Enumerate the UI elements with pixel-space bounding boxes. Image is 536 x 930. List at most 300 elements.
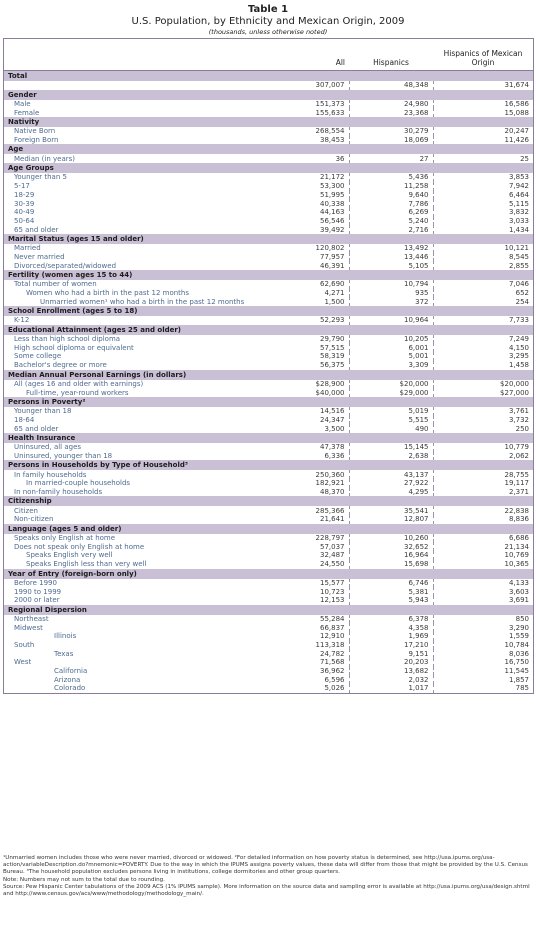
table-row [4,587,533,596]
section-header-row [4,144,533,154]
cell-all: 15,577 [320,578,345,587]
section-header-row [4,524,533,534]
row-label: Married [14,244,41,253]
table-row [4,596,533,605]
cell-mexican: 3,761 [508,407,529,416]
table-row [4,361,533,370]
cell-mexican: 250 [515,424,529,433]
cell-all: 12,153 [320,596,345,605]
row-label: 50-64 [14,216,35,225]
row-label: Younger than 5 [14,173,67,182]
cell-all: 47,378 [320,443,345,452]
footnotes: ¹Unmarried women includes those who were never married, divorced or widowed. ²For detailed information on how poverty status is determined, see http://usa.ipums.org/usa-action/variableDescription.do?mnemonic=POVERTY. Due to the way in which the IPUMS assigns poverty values, these data will differ from those that might be provided by the U.S. Census Bureau. ³The household population excludes persons living in institutions, college dormitories and other group quarters. [3,855,528,876]
header-all: All [254,39,349,71]
cell-hispanics: 1,969 [349,632,433,641]
data-table [4,39,533,693]
cell-all: $28,900 [315,379,345,388]
table-row [4,335,533,344]
table-row [4,199,533,208]
table-row [4,452,533,461]
cell-mexican: 7,249 [508,335,529,344]
cell-hispanics: 13,492 [349,244,433,253]
row-label: Non-citizen [14,515,54,524]
cell-mexican: 3,033 [508,216,529,225]
table-row [4,641,533,650]
row-label: Total number of women [14,280,97,289]
table-row [4,542,533,551]
table-row [4,352,533,361]
table-row [4,579,533,588]
cell-hispanics: 30,279 [349,127,433,136]
cell-hispanics: 935 [349,289,433,298]
cell-all: 38,453 [320,136,345,145]
cell-all: 151,373 [315,100,345,109]
cell-all: 268,554 [315,127,345,136]
cell-hispanics: 6,378 [349,615,433,624]
row-label: Bachelor's degree or more [14,361,107,370]
row-label: 30-39 [14,199,35,208]
row-label: In family households [14,470,87,479]
cell-mexican: 10,784 [504,640,529,649]
table-row [4,416,533,425]
table-row [4,684,533,693]
cell-mexican: 4,150 [508,343,529,352]
cell-mexican: 1,559 [508,632,529,641]
cell-mexican: 3,853 [508,173,529,182]
row-label: Citizen [14,506,38,515]
cell-all: 48,370 [320,488,345,497]
cell-mexican: $27,000 [500,388,529,397]
table-row [4,380,533,389]
cell-hispanics: 43,137 [349,470,433,479]
cell-mexican: 15,088 [504,108,529,117]
cell-hispanics: 27,922 [349,479,433,488]
cell-mexican: 11,545 [504,667,529,676]
cell-all: 52,293 [320,316,345,325]
cell-all: 62,690 [320,280,345,289]
row-label: Speaks English less than very well [26,560,147,569]
cell-hispanics: 27 [349,154,433,163]
row-label: 1990 to 1999 [14,587,62,596]
cell-hispanics: 15,145 [349,443,433,452]
cell-mexican: 1,857 [508,675,529,684]
row-label: Arizona [54,675,81,684]
cell-all: $40,000 [315,388,345,397]
row-label: In non-family households [14,488,103,497]
cell-mexican: 3,732 [508,415,529,424]
section-title: Citizenship [4,496,533,506]
section-title: Gender [4,90,533,100]
cell-hispanics: 5,381 [349,587,433,596]
row-label: Does not speak only English at home [14,542,145,551]
row-label: Northeast [14,614,49,623]
section-title: Fertility (women ages 15 to 44) [4,270,533,280]
section-title: Age [4,144,533,154]
cell-all: 39,492 [320,225,345,234]
cell-hispanics: 13,446 [349,253,433,262]
row-label: Women who had a birth in the past 12 months [26,289,189,298]
section-title: Nativity [4,117,533,127]
header-row [4,39,533,71]
section-header-row [4,270,533,280]
cell-hispanics: 10,964 [349,316,433,325]
table-row [4,649,533,658]
row-label: Colorado [54,684,86,693]
cell-hispanics: 10,794 [349,280,433,289]
row-label: Before 1990 [14,578,57,587]
section-title: Persons in Poverty² [4,397,533,407]
section-title: Educational Attainment (ages 25 and older) [4,325,533,335]
cell-all: 307,007 [315,81,345,90]
cell-all: 120,802 [315,244,345,253]
row-label: All (ages 16 and older with earnings) [14,379,144,388]
rounding-note: Note: Numbers may not sum to the total due to rounding. [3,876,165,883]
cell-hispanics: 5,019 [349,407,433,416]
cell-mexican: 10,779 [504,443,529,452]
title-block [0,0,536,37]
cell-hispanics: 15,698 [349,560,433,569]
table-row [4,388,533,397]
cell-hispanics: 12,807 [349,515,433,524]
row-label: Illinois [54,632,77,641]
cell-hispanics: 9,640 [349,191,433,200]
table-row [4,470,533,479]
table-row [4,81,533,90]
cell-all: 12,910 [320,632,345,641]
cell-all: 24,782 [320,649,345,658]
cell-mexican: 28,755 [504,470,529,479]
table-number: Table 1 [247,4,289,15]
table-row [4,443,533,452]
cell-all: 77,957 [320,252,345,261]
cell-mexican: 19,117 [504,479,529,488]
cell-hispanics: 5,001 [349,352,433,361]
cell-mexican: 8,545 [508,252,529,261]
cell-mexican: 850 [515,614,529,623]
cell-all: 14,516 [320,407,345,416]
cell-all: 66,837 [320,623,345,632]
row-label: Full-time, year-round workers [26,388,129,397]
table-row [4,297,533,306]
cell-mexican: 11,426 [504,136,529,145]
section-title: Total [4,71,533,82]
cell-hispanics: 11,258 [349,182,433,191]
cell-mexican: 4,133 [508,578,529,587]
cell-hispanics: 48,348 [349,81,433,90]
table-row [4,182,533,191]
cell-all: 56,546 [320,216,345,225]
cell-mexican: 8,036 [508,649,529,658]
cell-all: 6,596 [324,675,345,684]
cell-mexican: 3,295 [508,352,529,361]
cell-all: 44,163 [320,208,345,217]
header-mexican: Hispanics of Mexican Origin [433,39,533,71]
table-row [4,407,533,416]
table-row [4,479,533,488]
section-title: Persons in Households by Type of Household³ [4,460,533,470]
section-title: Regional Dispersion [4,605,533,615]
section-header-row [4,117,533,127]
cell-mexican: 31,674 [504,81,529,90]
table-row [4,208,533,217]
cell-all: 113,318 [315,640,345,649]
cell-hispanics: 17,210 [349,641,433,650]
section-title: School Enrollment (ages 5 to 18) [4,306,533,316]
cell-hispanics: 372 [349,297,433,306]
row-label: Divorced/separated/widowed [14,261,117,270]
cell-hispanics: 13,682 [349,667,433,676]
cell-all: 71,568 [320,658,345,667]
cell-all: 29,790 [320,335,345,344]
row-label: Speaks only English at home [14,534,116,543]
cell-all: 24,550 [320,560,345,569]
cell-all: 57,515 [320,343,345,352]
cell-hispanics: 6,001 [349,343,433,352]
cell-all: 32,487 [320,551,345,560]
row-label: Median (in years) [14,154,76,163]
cell-mexican: 1,458 [508,361,529,370]
cell-all: 36 [335,154,345,163]
row-label: Speaks English very well [26,551,113,560]
cell-all: 155,633 [315,108,345,117]
cell-mexican: 2,855 [508,261,529,270]
cell-mexican: 16,586 [504,100,529,109]
cell-all: 24,347 [320,415,345,424]
cell-all: 57,037 [320,542,345,551]
row-label: In married-couple households [26,479,131,488]
table-row [4,127,533,136]
table-row [4,615,533,624]
cell-hispanics: 16,964 [349,551,433,560]
cell-mexican: 7,942 [508,182,529,191]
cell-mexican: 2,062 [508,451,529,460]
row-label: 18-64 [14,415,35,424]
row-label: Never married [14,252,65,261]
table-row [4,280,533,289]
section-header-row [4,433,533,443]
cell-mexican: 10,365 [504,560,529,569]
row-label: Texas [54,649,74,658]
row-label: Female [14,108,40,117]
table-row [4,100,533,109]
cell-mexican: 785 [515,684,529,693]
cell-all: 36,962 [320,667,345,676]
table-title: U.S. Population, by Ethnicity and Mexican Origin, 2009 [131,16,405,27]
cell-hispanics: 10,260 [349,534,433,543]
cell-all: 10,723 [320,587,345,596]
table-row [4,191,533,200]
cell-hispanics: 4,358 [349,623,433,632]
row-label: K-12 [14,316,30,325]
cell-mexican: 10,121 [504,244,529,253]
table-row [4,667,533,676]
row-label: 40-49 [14,208,35,217]
table-row [4,108,533,117]
cell-mexican: 7,733 [508,316,529,325]
cell-mexican: 1,434 [508,225,529,234]
cell-hispanics: 4,295 [349,488,433,497]
cell-hispanics: 32,652 [349,542,433,551]
table-row [4,560,533,569]
cell-all: 4,271 [324,289,345,298]
header-hispanics: Hispanics [349,39,433,71]
cell-all: 21,641 [320,515,345,524]
row-label: Younger than 18 [14,407,72,416]
section-header-row [4,306,533,316]
cell-all: 46,391 [320,261,345,270]
cell-hispanics: 6,269 [349,208,433,217]
cell-all: 182,921 [315,479,345,488]
cell-hispanics: 2,032 [349,675,433,684]
row-label: Uninsured, all ages [14,443,82,452]
table-row [4,136,533,145]
cell-mexican: 652 [515,289,529,298]
row-label: Less than high school diploma [14,335,121,344]
cell-hispanics: 7,786 [349,199,433,208]
row-label: West [14,658,32,667]
section-title: Health Insurance [4,433,533,443]
table-row [4,244,533,253]
cell-hispanics: 35,541 [349,506,433,515]
section-header-row [4,397,533,407]
cell-hispanics: 9,151 [349,649,433,658]
row-label: High school diploma or equivalent [14,343,134,352]
table-row [4,632,533,641]
cell-all: 6,336 [324,451,345,460]
cell-all: 56,375 [320,361,345,370]
table-body [4,71,533,693]
section-title: Year of Entry (foreign-born only) [4,569,533,579]
section-header-row [4,569,533,579]
cell-hispanics: 20,203 [349,658,433,667]
cell-hispanics: 23,368 [349,108,433,117]
table-row [4,261,533,270]
cell-mexican: 8,836 [508,515,529,524]
cell-all: 5,026 [324,684,345,693]
cell-hispanics: 490 [349,424,433,433]
row-label: Male [14,100,31,109]
section-header-row [4,234,533,244]
table-row [4,173,533,182]
row-label: Midwest [14,623,43,632]
cell-hispanics: 2,638 [349,452,433,461]
cell-hispanics: 5,943 [349,596,433,605]
section-header-row [4,325,533,335]
section-header-row [4,71,533,82]
section-header-row [4,90,533,100]
row-label [4,81,254,90]
cell-mexican: 20,247 [504,127,529,136]
cell-mexican: 7,046 [508,280,529,289]
units-note: (thousands, unless otherwise noted) [208,28,328,36]
cell-all: 53,300 [320,182,345,191]
cell-mexican: 25 [520,154,529,163]
cell-all: 250,360 [315,470,345,479]
cell-hispanics: 5,240 [349,217,433,226]
cell-mexican: $20,000 [500,379,529,388]
row-label: 65 and older [14,424,59,433]
cell-mexican: 5,115 [508,199,529,208]
cell-all: 285,366 [315,506,345,515]
table-row [4,658,533,667]
section-title: Language (ages 5 and older) [4,524,533,534]
section-header-row [4,460,533,470]
cell-hispanics: 18,069 [349,136,433,145]
cell-all: 55,284 [320,614,345,623]
table-row [4,623,533,632]
cell-mexican: 3,832 [508,208,529,217]
section-header-row [4,605,533,615]
section-header-row [4,163,533,173]
table-row [4,343,533,352]
cell-hispanics: 6,746 [349,579,433,588]
row-label: 65 and older [14,225,59,234]
cell-mexican: 3,691 [508,596,529,605]
cell-all: 51,995 [320,190,345,199]
cell-hispanics: 2,716 [349,225,433,234]
section-title: Age Groups [4,163,533,173]
row-label: Foreign Born [14,136,59,145]
cell-all: 58,319 [320,352,345,361]
cell-hispanics: 3,309 [349,361,433,370]
cell-mexican: 21,134 [504,542,529,551]
cell-all: 3,500 [324,424,345,433]
table-row [4,253,533,262]
cell-mexican: 22,838 [504,506,529,515]
table-row [4,488,533,497]
cell-all: 40,338 [320,199,345,208]
row-label: Unmarried women¹ who had a birth in the past 12 months [40,297,245,306]
cell-all: 1,500 [324,297,345,306]
table-row [4,289,533,298]
header-label-blank [4,39,254,71]
cell-mexican: 3,290 [508,623,529,632]
cell-mexican: 10,769 [504,551,529,560]
cell-hispanics: 5,105 [349,261,433,270]
table-row [4,534,533,543]
row-label: Native Born [14,127,56,136]
row-label: Some college [14,352,62,361]
table-row [4,515,533,524]
cell-mexican: 16,750 [504,658,529,667]
table-row [4,551,533,560]
row-label: 18-29 [14,190,35,199]
cell-mexican: 2,371 [508,488,529,497]
cell-mexican: 6,464 [508,190,529,199]
row-label: Uninsured, younger than 18 [14,451,113,460]
table-row [4,154,533,163]
cell-mexican: 6,686 [508,534,529,543]
cell-hispanics: 1,017 [349,684,433,693]
cell-hispanics: $20,000 [349,380,433,389]
source-note: Source: Pew Hispanic Center tabulations of the 2009 ACS (1% IPUMS sample). More information on the source data and sampling error is available at http://usa.ipums.org/usa/design.shtml and http://www.census.gov/acs/www/methodology/methodology_main/. [3,883,530,898]
cell-hispanics: 5,515 [349,416,433,425]
table-row [4,506,533,515]
table-row [4,675,533,684]
row-label: 2000 or later [14,596,60,605]
table-row [4,316,533,325]
cell-all: 228,797 [315,534,345,543]
cell-hispanics: $29,000 [349,388,433,397]
table-row [4,225,533,234]
row-label: 5-17 [14,182,30,191]
notes [3,855,532,898]
cell-all: 21,172 [320,173,345,182]
data-table-frame [3,38,534,694]
section-header-row [4,496,533,506]
row-label: California [54,667,88,676]
cell-hispanics: 10,205 [349,335,433,344]
